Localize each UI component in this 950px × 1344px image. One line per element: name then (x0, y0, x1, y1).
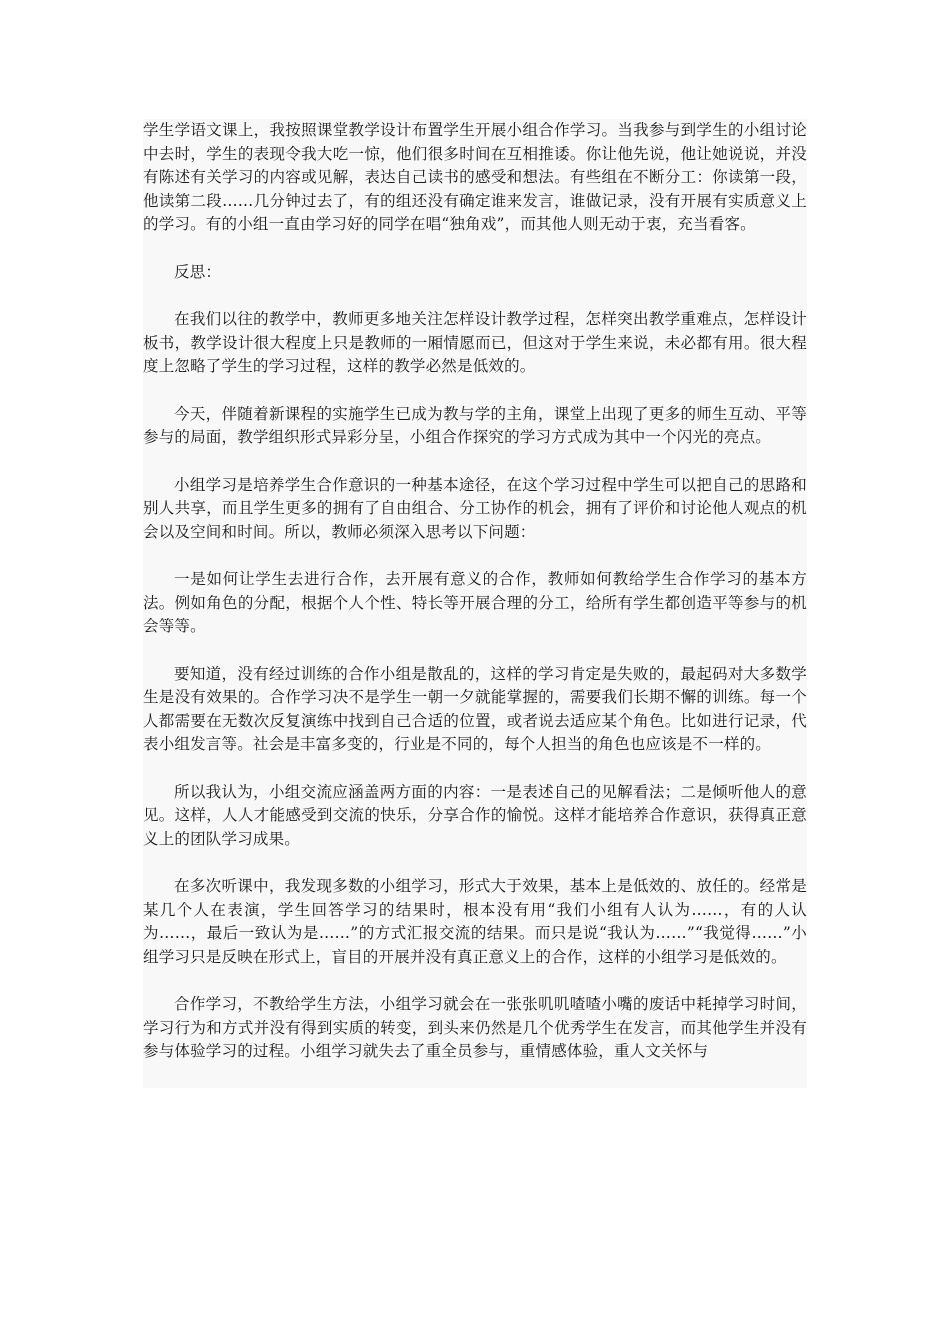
paragraph-10: 合作学习，不教给学生方法，小组学习就会在一张张叽叽喳喳小嘴的废话中耗掉学习时间，学习行为和方式并没有得到实质的转变，到头来仍然是几个优秀学生在发言，而其他学生并没有参与体验学习的过程。小组学习就失去了重全员参与，重情感体验，重人文关怀与 (143, 995, 807, 1060)
paragraph-reflection-heading: 反思： (174, 262, 222, 281)
paragraph-6: 一是如何让学生去进行合作，去开展有意义的合作，教师如何教给学生合作学习的基本方法。例如角色的分配，根据个人个性、特长等开展合理的分工，给所有学生都创造平等参与的机会等等。 (143, 570, 807, 635)
paragraph-1: 学生学语文课上，我按照课堂教学设计布置学生开展小组合作学习。当我参与到学生的小组讨论中去时，学生的表现令我大吃一惊，他们很多时间在互相推诿。你让他先说，他让她说说，并没有陈述有关学习的内容或见解，表达自己读书的感受和想法。有些组在不断分工：你读第一段，他读第二段……几分钟过去了，有的组还没有确定谁来发言，谁做记录，没有开展有实质意义上的学习。有的小组一直由学习好的同学在唱“独角戏”，而其他人则无动于衷，充当看客。 (143, 121, 807, 233)
document-body (143, 119, 807, 1088)
paragraph-9: 在多次听课中，我发现多数的小组学习，形式大于效果，基本上是低效的、放任的。经常是某几个人在表演，学生回答学习的结果时，根本没有用“我们小组有人认为……，有的人认为……，最后一致认为是……”的方式汇报交流的结果。而只是说“我认为……”“我觉得……”小组学习只是反映在形式上，盲目的开展并没有真正意义上的合作，这样的小组学习是低效的。 (143, 877, 807, 966)
paragraph-4: 今天，伴随着新课程的实施学生已成为教与学的主角，课堂上出现了更多的师生互动、平等参与的局面，教学组织形式异彩分呈，小组合作探究的学习方式成为其中一个闪光的亮点。 (143, 404, 807, 446)
paragraph-8: 所以我认为，小组交流应涵盖两方面的内容：一是表述自己的见解看法；二是倾听他人的意见。这样，人人才能感受到交流的快乐，分享合作的愉悦。这样才能培养合作意识，获得真正意义上的团队学习成果。 (143, 782, 807, 848)
paragraph-5: 小组学习是培养学生合作意识的一种基本途径，在这个学习过程中学生可以把自己的思路和别人共享，而且学生更多的拥有了自由组合、分工协作的机会，拥有了评价和讨论他人观点的机会以及空间和时间。所以，教师必须深入思考以下问题： (143, 475, 807, 541)
paragraph-7: 要知道，没有经过训练的合作小组是散乱的，这样的学习肯定是失败的，最起码对大多数学生是没有效果的。合作学习决不是学生一朝一夕就能掌握的，需要我们长期不懈的训练。每一个人都需要在无数次反复演练中找到自己合适的位置，或者说去适应某个角色。比如进行记录，代表小组发言等。社会是丰富多变的，行业是不同的，每个人担当的角色也应该是不一样的。 (143, 664, 807, 753)
paragraph-3: 在我们以往的教学中，教师更多地关注怎样设计教学过程，怎样突出教学重难点，怎样设计板书，教学设计很大程度上只是教师的一厢情愿而已，但这对于学生来说，未必都有用。很大程度上忽略了学生的学习过程，这样的教学必然是低效的。 (143, 310, 807, 375)
